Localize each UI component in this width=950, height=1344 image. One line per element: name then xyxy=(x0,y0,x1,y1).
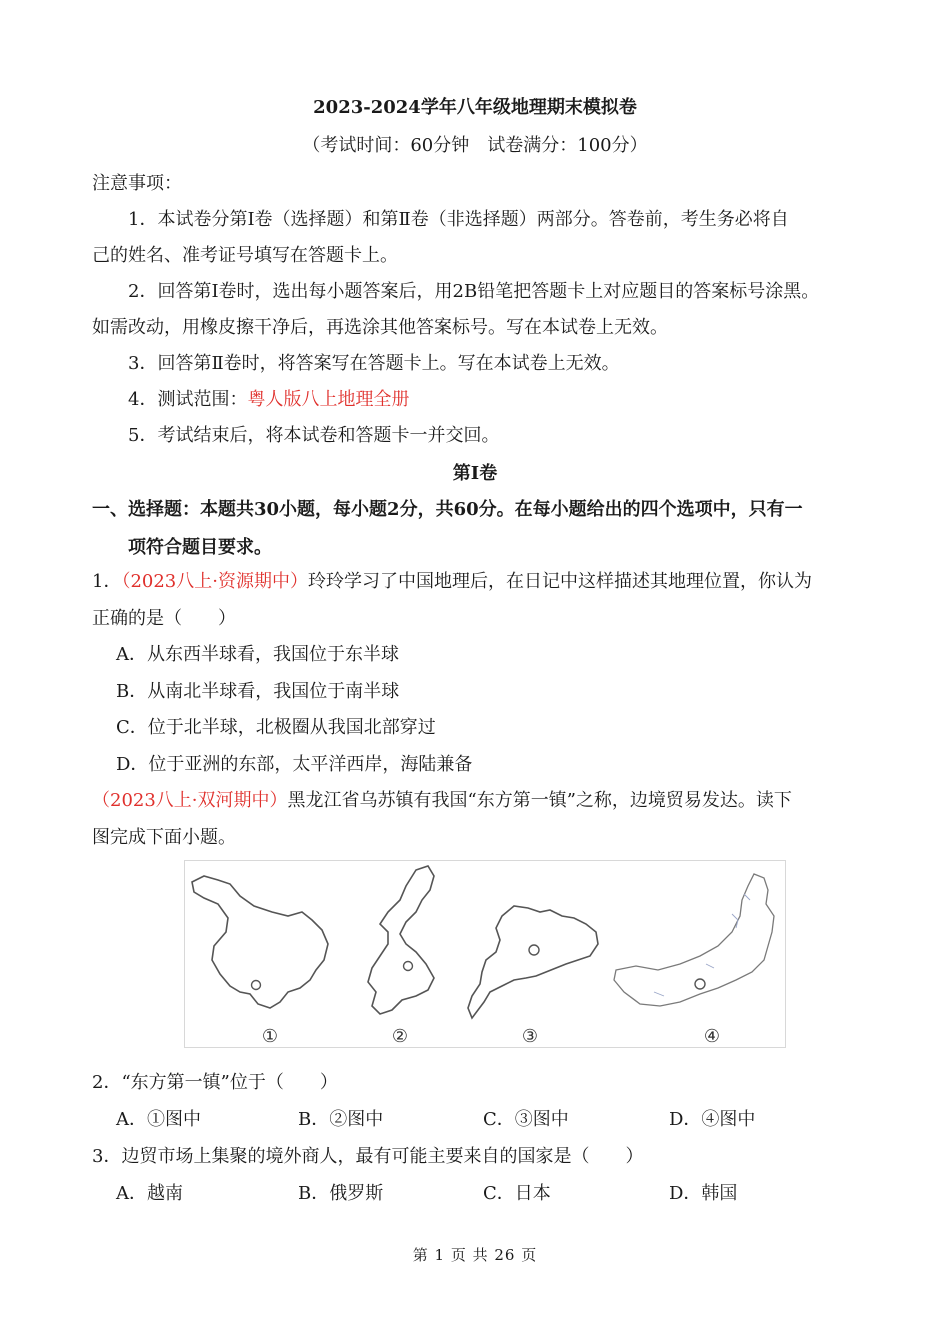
notice-1a: 1．本试卷分第Ⅰ卷（选择题）和第Ⅱ卷（非选择题）两部分。答卷前，考生务必将自 xyxy=(128,209,789,230)
province-outline-figure xyxy=(184,860,786,1048)
question-1-source: （2023八上·资源期中） xyxy=(121,571,308,592)
question-3-option-a: A．越南 xyxy=(116,1183,183,1204)
question-1-option-a: A．从东西半球看，我国位于东半球 xyxy=(116,644,399,665)
question-2-stem: 2．“东方第一镇”位于（ ） xyxy=(92,1072,338,1093)
exam-title: 2023-2024学年八年级地理期末模拟卷 xyxy=(313,97,637,118)
question-1-option-d: D．位于亚洲的东部，太平洋西岸，海陆兼备 xyxy=(116,754,473,775)
section-title: 第Ⅰ卷 xyxy=(452,463,498,484)
notice-2a: 2．回答第Ⅰ卷时，选出每小题答案后，用2B铅笔把答题卡上对应题目的答案标号涂黑。 xyxy=(128,281,820,302)
map-label-1: ① xyxy=(261,1026,279,1047)
part-heading-b: 项符合题目要求。 xyxy=(128,537,272,558)
notice-2b: 如需改动，用橡皮擦干净后，再选涂其他答案标号。写在本试卷上无效。 xyxy=(92,317,668,338)
notice-5: 5．考试结束后，将本试卷和答题卡一并交回。 xyxy=(128,425,500,446)
group-stem-b: 图完成下面小题。 xyxy=(92,827,236,848)
question-3-stem: 3．边贸市场上集聚的境外商人，最有可能主要来自的国家是（ ） xyxy=(92,1146,644,1167)
notice-4 xyxy=(128,388,409,412)
test-scope: 粤人版八上地理全册 xyxy=(247,389,410,410)
page-footer: 第 1 页 共 26 页 xyxy=(412,1246,538,1264)
notice-heading: 注意事项： xyxy=(92,173,182,194)
group-text: 黑龙江省乌苏镇有我国“东方第一镇”之称，边境贸易发达。读下 xyxy=(287,790,792,811)
question-1-stem xyxy=(92,570,812,594)
question-2-option-a: A．①图中 xyxy=(116,1109,201,1130)
map-label-4: ④ xyxy=(703,1026,721,1047)
question-3-option-c: C．日本 xyxy=(483,1183,551,1204)
group-source: （2023八上·双河期中） xyxy=(92,790,288,811)
question-1-option-c: C．位于北半球，北极圈从我国北部穿过 xyxy=(116,717,436,738)
question-1-number: 1． xyxy=(92,571,122,592)
question-2-option-d: D．④图中 xyxy=(669,1109,756,1130)
figure-frame xyxy=(185,861,786,1048)
question-2-option-b: B．②图中 xyxy=(298,1109,384,1130)
notice-1b: 己的姓名、准考证号填写在答题卡上。 xyxy=(92,245,398,266)
question-3-option-b: B．俄罗斯 xyxy=(298,1183,384,1204)
notice-4-label: 4．测试范围： xyxy=(128,389,248,410)
question-3-option-d: D．韩国 xyxy=(669,1183,738,1204)
part-heading-a: 一、选择题：本题共30小题，每小题2分，共60分。在每小题给出的四个选项中，只有一 xyxy=(92,499,803,520)
map-3-marker xyxy=(529,945,539,955)
province-maps xyxy=(184,860,786,1048)
question-2-option-c: C．③图中 xyxy=(483,1109,569,1130)
map-label-3: ③ xyxy=(521,1026,539,1047)
notice-3: 3．回答第Ⅱ卷时，将答案写在答题卡上。写在本试卷上无效。 xyxy=(128,353,620,374)
map-2-marker xyxy=(404,962,413,971)
question-1-stem-b: 正确的是（ ） xyxy=(92,608,236,629)
exam-subtitle: （考试时间：60分钟 试卷满分：100分） xyxy=(302,135,648,156)
map-label-2: ② xyxy=(391,1026,409,1047)
map-4-marker xyxy=(695,979,705,989)
question-1-option-b: B．从南北半球看，我国位于南半球 xyxy=(116,681,400,702)
map-1-marker xyxy=(252,981,261,990)
group-stem xyxy=(92,789,792,813)
question-1-text: 玲玲学习了中国地理后，在日记中这样描述其地理位置，你认为 xyxy=(307,571,812,592)
